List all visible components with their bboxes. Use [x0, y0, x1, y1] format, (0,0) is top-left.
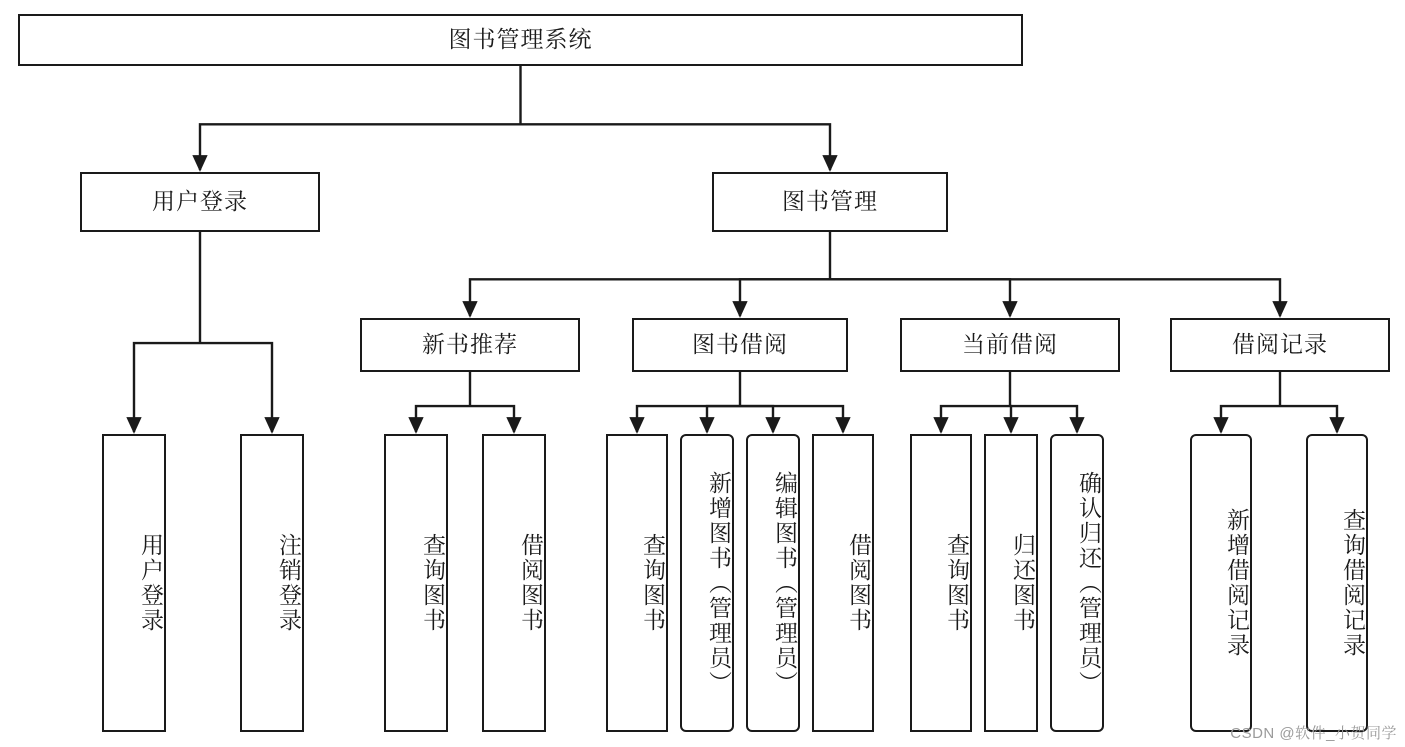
node-n1 [384, 434, 448, 732]
connector [637, 406, 740, 432]
node-label: 借阅记录 [1232, 331, 1328, 358]
node-borrow [632, 318, 848, 372]
node-root [18, 14, 1023, 66]
connector [470, 406, 514, 432]
node-n2 [482, 434, 546, 732]
node-label: 新增图书（管理员） [706, 470, 732, 696]
node-label: 归还图书 [1010, 533, 1036, 633]
connector [830, 279, 1010, 316]
connector [1280, 406, 1337, 432]
node-b1 [606, 434, 668, 732]
connector [1221, 406, 1280, 432]
node-r1 [1190, 434, 1252, 732]
node-b3 [746, 434, 800, 732]
node-label: 查询借阅记录 [1340, 508, 1366, 658]
connector [707, 406, 740, 432]
node-label: 图书管理系统 [448, 26, 593, 53]
node-label: 用户登录 [152, 188, 248, 215]
connector [416, 406, 470, 432]
node-label: 图书管理 [782, 188, 878, 215]
connector [830, 279, 1280, 316]
node-label: 新增借阅记录 [1224, 508, 1250, 658]
node-c2 [984, 434, 1038, 732]
node-label: 查询图书 [944, 533, 970, 633]
node-b2 [680, 434, 734, 732]
connector [521, 124, 831, 170]
connector [1010, 406, 1011, 432]
connector [200, 343, 272, 432]
node-label: 注销登录 [276, 533, 302, 633]
node-l1 [102, 434, 166, 732]
connector [1010, 406, 1077, 432]
connector [941, 406, 1010, 432]
node-label: 新书推荐 [422, 331, 518, 358]
node-label: 查询图书 [640, 533, 666, 633]
node-b4 [812, 434, 874, 732]
connector [740, 406, 773, 432]
node-l2 [240, 434, 304, 732]
connector [740, 279, 830, 316]
node-login [80, 172, 320, 232]
node-label: 借阅图书 [518, 533, 544, 633]
node-bookmgr [712, 172, 948, 232]
connector [134, 343, 200, 432]
node-label: 当前借阅 [962, 331, 1058, 358]
watermark-text: CSDN @软件_小贺同学 [1230, 725, 1397, 742]
node-c1 [910, 434, 972, 732]
node-label: 确认归还（管理员） [1076, 470, 1102, 696]
node-current [900, 318, 1120, 372]
node-records [1170, 318, 1390, 372]
node-label: 用户登录 [138, 533, 164, 633]
node-newbook [360, 318, 580, 372]
connector [740, 406, 843, 432]
node-c3 [1050, 434, 1104, 732]
node-label: 借阅图书 [846, 533, 872, 633]
connector [470, 279, 830, 316]
node-label: 查询图书 [420, 533, 446, 633]
node-label: 编辑图书（管理员） [772, 470, 798, 696]
connector [200, 124, 521, 170]
node-r2 [1306, 434, 1368, 732]
node-label: 图书借阅 [692, 331, 788, 358]
